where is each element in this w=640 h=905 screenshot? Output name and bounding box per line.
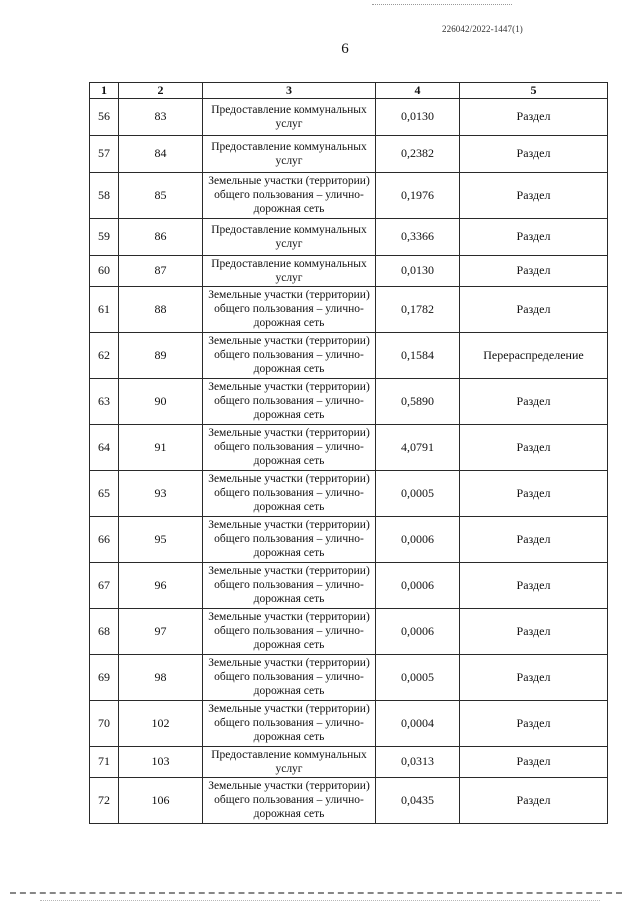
row-number-cell: 63 bbox=[90, 378, 119, 424]
formation-method-cell: Раздел bbox=[460, 378, 608, 424]
plot-number-cell: 91 bbox=[119, 424, 203, 470]
formation-method-cell: Раздел bbox=[460, 562, 608, 608]
area-cell: 0,1584 bbox=[376, 332, 460, 378]
row-number-cell: 67 bbox=[90, 562, 119, 608]
plot-number-cell: 85 bbox=[119, 172, 203, 218]
formation-method-cell: Раздел bbox=[460, 135, 608, 172]
formation-method-cell: Раздел bbox=[460, 654, 608, 700]
area-cell: 0,0130 bbox=[376, 255, 460, 286]
formation-method-cell: Раздел bbox=[460, 286, 608, 332]
table-row bbox=[90, 654, 608, 700]
area-cell: 0,0006 bbox=[376, 562, 460, 608]
row-number-cell: 58 bbox=[90, 172, 119, 218]
row-number-cell: 65 bbox=[90, 470, 119, 516]
column-header-2: 2 bbox=[119, 83, 203, 99]
area-cell: 0,0130 bbox=[376, 98, 460, 135]
column-header-5: 5 bbox=[460, 83, 608, 99]
formation-method-cell: Раздел bbox=[460, 516, 608, 562]
formation-method-cell: Раздел bbox=[460, 470, 608, 516]
land-plots-table bbox=[89, 82, 608, 824]
permitted-use-cell: Земельные участки (территории) общего пользования – улично-дорожная сеть bbox=[203, 286, 376, 332]
plot-number-cell: 96 bbox=[119, 562, 203, 608]
table-row bbox=[90, 608, 608, 654]
scan-artifact-line bbox=[40, 900, 600, 901]
plot-number-cell: 97 bbox=[119, 608, 203, 654]
table-row bbox=[90, 172, 608, 218]
permitted-use-cell: Земельные участки (территории) общего пользования – улично-дорожная сеть bbox=[203, 378, 376, 424]
table-row bbox=[90, 516, 608, 562]
row-number-cell: 66 bbox=[90, 516, 119, 562]
area-cell: 0,1976 bbox=[376, 172, 460, 218]
area-cell: 4,0791 bbox=[376, 424, 460, 470]
plot-number-cell: 98 bbox=[119, 654, 203, 700]
table-row bbox=[90, 135, 608, 172]
permitted-use-cell: Предоставление коммунальных услуг bbox=[203, 746, 376, 777]
formation-method-cell: Раздел bbox=[460, 424, 608, 470]
table-body bbox=[90, 98, 608, 823]
row-number-cell: 72 bbox=[90, 777, 119, 823]
scan-artifact-line bbox=[372, 4, 512, 6]
area-cell: 0,0006 bbox=[376, 608, 460, 654]
table-row bbox=[90, 470, 608, 516]
formation-method-cell: Раздел bbox=[460, 172, 608, 218]
area-cell: 0,0004 bbox=[376, 700, 460, 746]
table-row bbox=[90, 562, 608, 608]
row-number-cell: 56 bbox=[90, 98, 119, 135]
table-row bbox=[90, 255, 608, 286]
area-cell: 0,0005 bbox=[376, 654, 460, 700]
area-cell: 0,2382 bbox=[376, 135, 460, 172]
plot-number-cell: 84 bbox=[119, 135, 203, 172]
area-cell: 0,0313 bbox=[376, 746, 460, 777]
plot-number-cell: 83 bbox=[119, 98, 203, 135]
permitted-use-cell: Земельные участки (территории) общего пользования – улично-дорожная сеть bbox=[203, 424, 376, 470]
permitted-use-cell: Предоставление коммунальных услуг bbox=[203, 255, 376, 286]
table-row bbox=[90, 424, 608, 470]
table-row bbox=[90, 746, 608, 777]
permitted-use-cell: Земельные участки (территории) общего пользования – улично-дорожная сеть bbox=[203, 777, 376, 823]
area-cell: 0,3366 bbox=[376, 218, 460, 255]
permitted-use-cell: Предоставление коммунальных услуг bbox=[203, 98, 376, 135]
document-number: 226042/2022-1447(1) bbox=[442, 24, 523, 34]
area-cell: 0,0005 bbox=[376, 470, 460, 516]
formation-method-cell: Раздел bbox=[460, 777, 608, 823]
area-cell: 0,1782 bbox=[376, 286, 460, 332]
column-header-4: 4 bbox=[376, 83, 460, 99]
formation-method-cell: Раздел bbox=[460, 608, 608, 654]
formation-method-cell: Раздел bbox=[460, 700, 608, 746]
table-row bbox=[90, 700, 608, 746]
permitted-use-cell: Земельные участки (территории) общего пользования – улично-дорожная сеть bbox=[203, 654, 376, 700]
plot-number-cell: 89 bbox=[119, 332, 203, 378]
table-row bbox=[90, 332, 608, 378]
row-number-cell: 70 bbox=[90, 700, 119, 746]
row-number-cell: 61 bbox=[90, 286, 119, 332]
formation-method-cell: Раздел bbox=[460, 746, 608, 777]
permitted-use-cell: Земельные участки (территории) общего пользования – улично-дорожная сеть bbox=[203, 700, 376, 746]
row-number-cell: 64 bbox=[90, 424, 119, 470]
permitted-use-cell: Земельные участки (территории) общего пользования – улично-дорожная сеть bbox=[203, 516, 376, 562]
table-header-row bbox=[90, 83, 608, 99]
column-header-1: 1 bbox=[90, 83, 119, 99]
row-number-cell: 57 bbox=[90, 135, 119, 172]
table-row bbox=[90, 286, 608, 332]
row-number-cell: 71 bbox=[90, 746, 119, 777]
permitted-use-cell: Земельные участки (территории) общего пользования – улично-дорожная сеть bbox=[203, 562, 376, 608]
area-cell: 0,5890 bbox=[376, 378, 460, 424]
formation-method-cell: Раздел bbox=[460, 218, 608, 255]
formation-method-cell: Перераспределение bbox=[460, 332, 608, 378]
row-number-cell: 59 bbox=[90, 218, 119, 255]
area-cell: 0,0435 bbox=[376, 777, 460, 823]
plot-number-cell: 90 bbox=[119, 378, 203, 424]
formation-method-cell: Раздел bbox=[460, 98, 608, 135]
row-number-cell: 62 bbox=[90, 332, 119, 378]
row-number-cell: 68 bbox=[90, 608, 119, 654]
page-number: 6 bbox=[341, 41, 349, 57]
row-number-cell: 60 bbox=[90, 255, 119, 286]
plot-number-cell: 93 bbox=[119, 470, 203, 516]
table-row bbox=[90, 378, 608, 424]
table-row bbox=[90, 98, 608, 135]
permitted-use-cell: Земельные участки (территории) общего пользования – улично-дорожная сеть bbox=[203, 470, 376, 516]
formation-method-cell: Раздел bbox=[460, 255, 608, 286]
plot-number-cell: 86 bbox=[119, 218, 203, 255]
permitted-use-cell: Земельные участки (территории) общего пользования – улично-дорожная сеть bbox=[203, 332, 376, 378]
scan-artifact-line bbox=[10, 892, 622, 894]
row-number-cell: 69 bbox=[90, 654, 119, 700]
plot-number-cell: 106 bbox=[119, 777, 203, 823]
plot-number-cell: 103 bbox=[119, 746, 203, 777]
plot-number-cell: 87 bbox=[119, 255, 203, 286]
plot-number-cell: 88 bbox=[119, 286, 203, 332]
plot-number-cell: 95 bbox=[119, 516, 203, 562]
area-cell: 0,0006 bbox=[376, 516, 460, 562]
permitted-use-cell: Земельные участки (территории) общего пользования – улично-дорожная сеть bbox=[203, 608, 376, 654]
table-row bbox=[90, 218, 608, 255]
table-row bbox=[90, 777, 608, 823]
permitted-use-cell: Предоставление коммунальных услуг bbox=[203, 135, 376, 172]
column-header-3: 3 bbox=[203, 83, 376, 99]
permitted-use-cell: Земельные участки (территории) общего пользования – улично-дорожная сеть bbox=[203, 172, 376, 218]
permitted-use-cell: Предоставление коммунальных услуг bbox=[203, 218, 376, 255]
plot-number-cell: 102 bbox=[119, 700, 203, 746]
